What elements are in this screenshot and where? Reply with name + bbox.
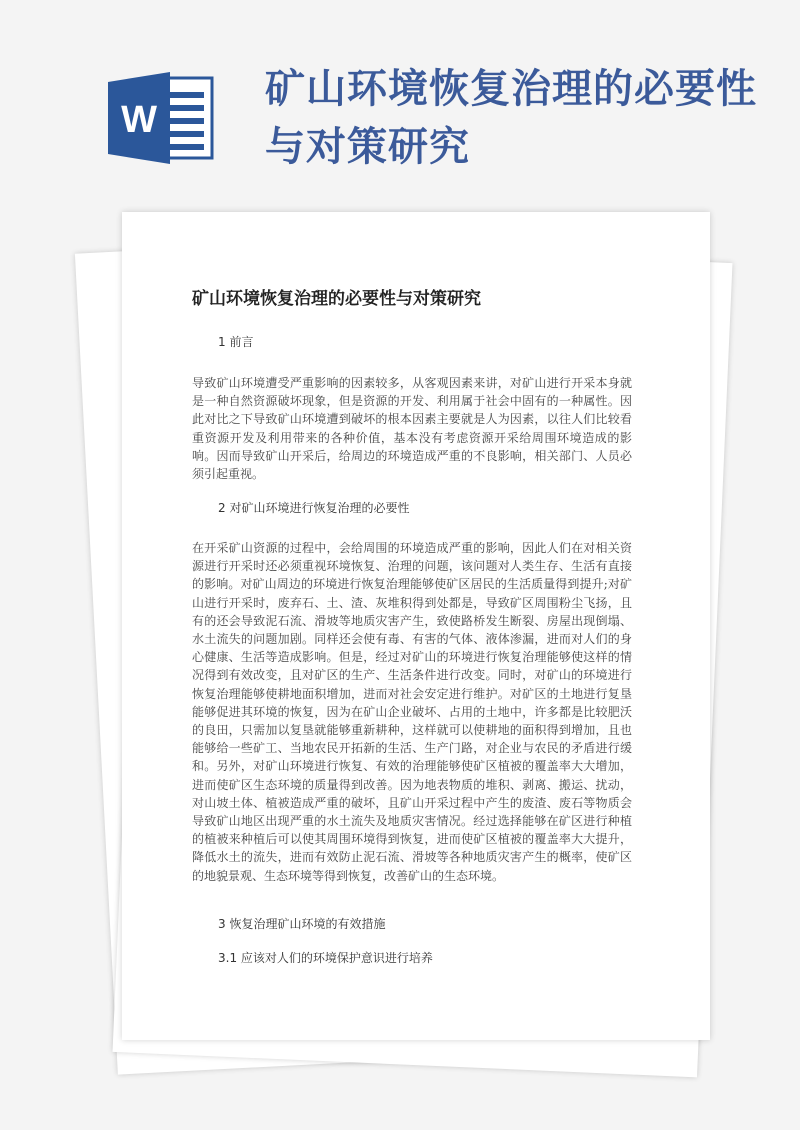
subsection-heading: 3.1 应该对人们的环境保护意识进行培养 (218, 951, 433, 965)
banner-title: 矿山环境恢复治理的必要性与对策研究 (265, 65, 757, 170)
section-paragraph: 导致矿山环境遭受严重影响的因素较多，从客观因素来讲，对矿山进行开采本身就是一种自然资源破坏现象，但是资源的开发、利用属于社会中固有的一种属性。因此对比之下导致矿山环境遭到破坏的根本因素主要就是人为因素，以往人们比较看重资源开发及利用带来的各种价值，基本没有考虑资源开采给周围环境造成的影响。因而导致矿山开采后，给周边的环境造成严重的不良影响，相关部门、人员必须引起重视。 (192, 376, 632, 482)
section-heading: 3 恢复治理矿山环境的有效措施 (218, 917, 386, 931)
document-title: 矿山环境恢复治理的必要性与对策研究 (192, 289, 481, 309)
document-page (122, 212, 710, 1040)
section-paragraph: 在开采矿山资源的过程中，会给周围的环境造成严重的影响，因此人们在对相关资源进行开采时还必须重视环境恢复、治理的问题，该问题对人类生存、生活有直接的影响。对矿山周边的环境进行恢复治理能够使矿区居民的生活质量得到提升;对矿山进行开采时，废弃石、土、渣、灰堆积得到处都是，导致矿区周围粉尘飞扬，且有的还会导致泥石流、滑坡等地质灾害产生，致使路桥发生断裂、房屋出现倒塌、水土流失的问题加剧。同样还会使有毒、有害的气体、液体渗漏，进而对人们的身心健康、生活等造成影响。但是，经过对矿山的环境进行恢复治理能够使这样的情况得到有效改变，且对矿区的生产、生活条件进行改变。同时，对矿山的环境进行恢复治理能够使耕地面积增加，进而对社会安定进行维护。对矿区的土地进行复垦能够促进其环境的恢复，因为在矿山企业破坏、占用的土地中，许多都是比较肥沃的良田，只需加以复垦就能够重新耕种，这样就可以使耕地的面积得到增加，且也能够给一些矿工、当地农民开拓新的生活、生产门路，对企业与农民的矛盾进行缓和。另外，对矿山环境进行恢复、有效的治理能够使矿区植被的覆盖率大大增加，进而使矿区生态环境的质量得到改善。因为地表物质的堆积、剥离、搬运、扰动，对山坡土体、植被造成严重的破坏，且矿山开采过程中产生的废渣、废石等物质会导致矿山地区出现严重的水土流失及地质灾害情况。经过选择能够在矿区进行种植的植被来种植后可以使其周围环境得到恢复，进而使矿区植被的覆盖率大大提升，降低水土的流失，进而有效防止泥石流、滑坡等各种地质灾害产生的概率，使矿区的地貌景观、生态环境等得到恢复，改善矿山的生态环境。 (192, 541, 632, 883)
section-heading: 1 前言 (218, 335, 254, 349)
word-document-icon (108, 72, 216, 164)
svg-text:W: W (121, 99, 157, 141)
section-heading: 2 对矿山环境进行恢复治理的必要性 (218, 501, 410, 515)
